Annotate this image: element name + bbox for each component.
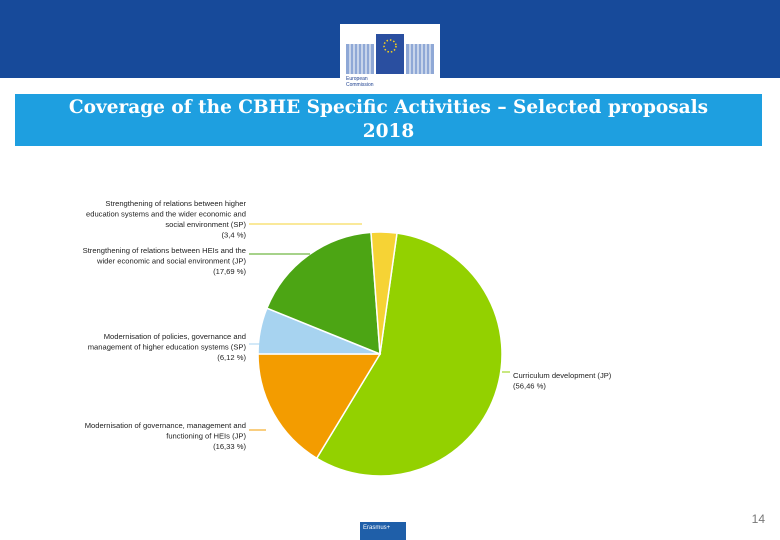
slice-label: Modernisation of policies, governance and — [103, 332, 246, 341]
slice-label: education systems and the wider economic and — [86, 209, 246, 219]
slice-label: management of higher education systems (SP) — [87, 342, 246, 352]
title-line-2: 2018 — [362, 121, 415, 142]
slice-label: functioning of HEIs (JP) — [166, 431, 246, 441]
slice-label: Strengthening of relations between higher — [105, 199, 246, 208]
logo-text-european: European — [346, 76, 368, 82]
title-line-1: Coverage of the CBHE Specific Activities – Selected proposals — [68, 97, 709, 118]
page-number: 14 — [751, 512, 765, 526]
logo-text-commission: Commission — [346, 82, 374, 88]
erasmus-logo-text: Erasmus+ — [363, 525, 391, 531]
slice-label: Modernisation of governance, management and — [84, 421, 246, 430]
slice-percent-label: (6,12 %) — [217, 353, 246, 362]
erasmus-logo — [360, 522, 406, 540]
slice-label: Strengthening of relations between HEIs and the — [82, 246, 246, 255]
slice-label: social environment (SP) — [165, 220, 246, 229]
slice-percent-label: (17,69 %) — [213, 267, 246, 276]
slice-percent-label: (56,46 %) — [513, 381, 546, 391]
slice-percent-label: (16,33 %) — [213, 442, 246, 451]
slice-label: wider economic and social environment (JP) — [97, 256, 246, 266]
slice-percent-label: (3,4 %) — [221, 230, 246, 240]
slice-label: Curriculum development (JP) — [513, 371, 612, 380]
